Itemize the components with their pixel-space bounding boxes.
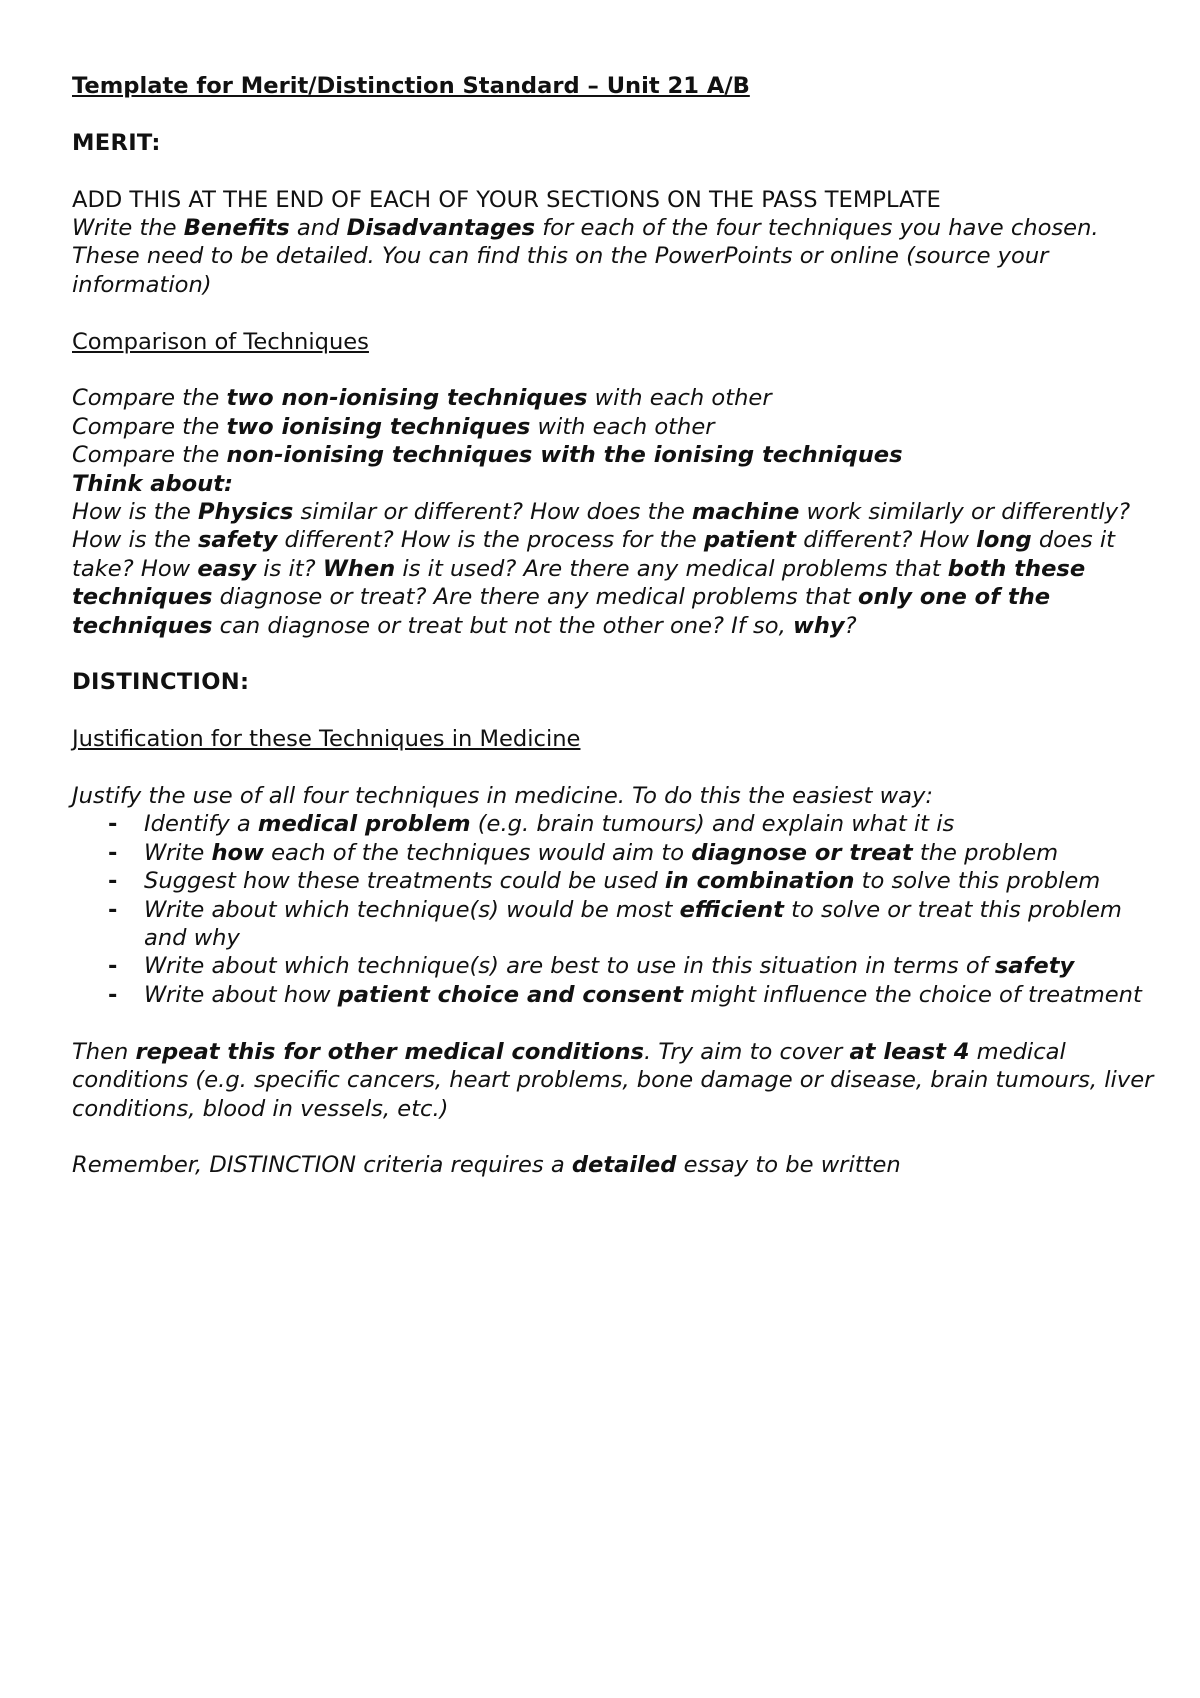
benefits-keyword: Benefits — [183, 215, 290, 241]
comparison-heading: Comparison of Techniques — [72, 328, 369, 355]
compare-line: Compare the two non-ionising techniques with each other — [72, 385, 772, 412]
disadvantages-keyword: Disadvantages — [346, 215, 536, 241]
benefits-paragraph: Write the Benefits and Disadvantages for each of the four techniques you have chosen. These need to be detailed. You can find this on the PowerPoints or online (source your information) — [72, 215, 1099, 298]
justification-heading: Justification for these Techniques in Medicine — [72, 726, 581, 753]
merit-heading: MERIT: — [72, 129, 161, 156]
merit-instruction: ADD THIS AT THE END OF EACH OF YOUR SECTIONS ON THE PASS TEMPLATE — [72, 186, 941, 213]
justification-list — [72, 810, 1160, 1009]
distinction-heading: DISTINCTION: — [72, 669, 250, 696]
questions-paragraph: How is the Physics similar or different? How does the machine work similarly or differently? How is the safety different? How is the process for the patient different? How long does it take? How easy is it? When is it used? Are there any medical problems that both these techniques diagnose or treat? Are there any medical problems that only one of the techniques can diagnose or treat but not the other one? If so, why? — [72, 499, 1131, 639]
justification-intro: Justify the use of all four techniques in medicine. To do this the easiest way: — [72, 783, 933, 810]
list-item: - Write about which technique(s) would be most efficient to solve or treat this problem and why — [72, 896, 1160, 953]
list-item: - Write about how patient choice and consent might influence the choice of treatment — [72, 981, 1160, 1009]
list-item: - Write how each of the techniques would aim to diagnose or treat the problem — [72, 839, 1160, 867]
think-about-label: Think about: — [72, 470, 234, 497]
list-item: - Identify a medical problem (e.g. brain tumours) and explain what it is — [72, 810, 1160, 838]
compare-line: Compare the two ionising techniques with each other — [72, 413, 715, 440]
list-item: - Suggest how these treatments could be used in combination to solve this problem — [72, 867, 1160, 895]
document-title: Template for Merit/Distinction Standard – Unit 21 A/B — [72, 73, 750, 99]
remember-paragraph: Remember, DISTINCTION criteria requires a detailed essay to be written — [72, 1152, 901, 1179]
list-item: - Write about which technique(s) are best to use in this situation in terms of safety — [72, 952, 1160, 980]
compare-line: Compare the non-ionising techniques with the ionising techniques — [72, 442, 903, 469]
repeat-paragraph: Then repeat this for other medical conditions. Try aim to cover at least 4 medical conditions (e.g. specific cancers, heart problems, bone damage or disease, brain tumours, liver conditions, blood in vessels, etc.) — [72, 1038, 1154, 1122]
